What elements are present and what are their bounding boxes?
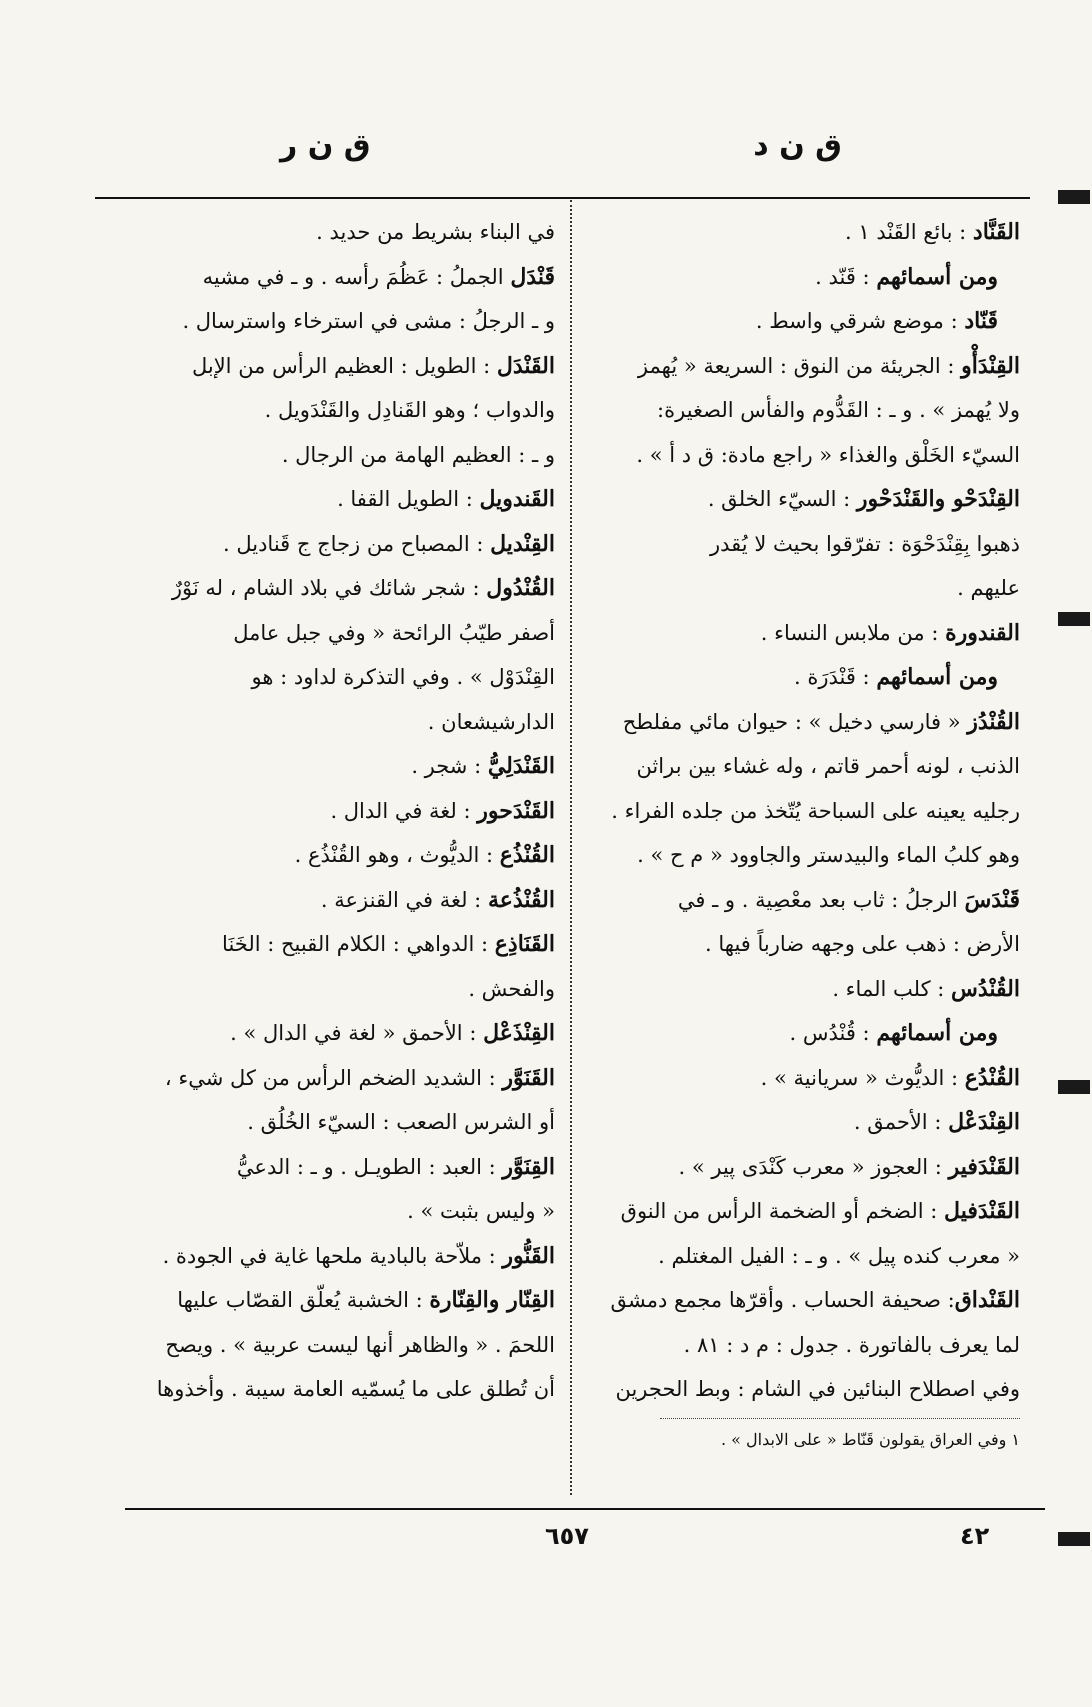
entry-line xyxy=(110,833,555,878)
entry-line xyxy=(585,255,1020,300)
definition-text: : من ملابس النساء . xyxy=(760,620,946,645)
definition-text: : الطويل القفا . xyxy=(337,487,480,511)
definition-text: القِنْدَوْل » . وفي التذكرة لداود : هو xyxy=(251,665,555,689)
entry-line xyxy=(585,477,1020,522)
entry-line xyxy=(110,967,555,1012)
column-divider xyxy=(570,200,572,1495)
footnote-rule xyxy=(660,1418,1020,1419)
entry-line xyxy=(585,1056,1020,1101)
definition-text: وفي اصطلاح البنائين في الشام : وبط الحجرين xyxy=(615,1377,1020,1401)
entry-line xyxy=(110,700,555,745)
definition-text: : الخشبة يُعلّق القصّاب عليها xyxy=(177,1288,430,1312)
entry-line xyxy=(585,744,1020,789)
edge-tab-mark xyxy=(1058,1532,1090,1546)
headword: القِنْديل xyxy=(490,530,555,557)
entry-line xyxy=(585,1367,1020,1412)
headword: القَنَّاد xyxy=(972,219,1020,245)
definition-text: أن تُطلق على ما يُسمّيه العامة سيبة . وأخذوها xyxy=(156,1377,555,1401)
entry-line xyxy=(585,611,1020,656)
definition-text: « وليس بثبت » . xyxy=(407,1199,555,1223)
entry-line xyxy=(585,566,1020,611)
entry-line xyxy=(585,1278,1020,1323)
definition-text: الأرض : ذهب على وجهه ضارباً فيها . xyxy=(705,932,1020,956)
entry-line xyxy=(585,1189,1020,1234)
definition-text: : السيّء الخلق . xyxy=(707,487,857,511)
headword: القِنْدَحْو والقَنْدَحْور xyxy=(856,486,1020,512)
definition-text: : الأحمق « لغة في الدال » . xyxy=(230,1021,484,1045)
headword: القَنْدَل xyxy=(496,352,555,379)
headword: القَنْدَفير xyxy=(948,1153,1020,1180)
page-number: ٦٥٧ xyxy=(545,1522,589,1550)
headword: القُنْدُع xyxy=(964,1064,1020,1091)
entry-line xyxy=(585,878,1020,923)
definition-text: : قَنْدَرَة . xyxy=(793,665,877,689)
entry-line xyxy=(110,1323,555,1368)
definition-text: في البناء بشريط من حديد . xyxy=(316,220,555,244)
definition-text: اللحمَ . « والظاهر أنها ليست عربية » . ويصح xyxy=(165,1332,555,1357)
entry-line xyxy=(110,1100,555,1145)
entry-line xyxy=(110,210,555,255)
entry-line xyxy=(110,878,555,923)
definition-text: ذهبوا بِقِنْدَحْوَة : تفرّقوا بحيث لا يُقدر xyxy=(710,531,1020,556)
definition-text: الرجلُ : ثاب بعد معْصِية . و ـ في xyxy=(677,887,965,912)
left-column xyxy=(110,210,555,1412)
entry-line xyxy=(110,1056,555,1101)
entry-line xyxy=(110,1011,555,1056)
folio-number: ٤٢ xyxy=(960,1522,990,1550)
entry-line xyxy=(110,611,555,656)
entry-line xyxy=(110,1367,555,1412)
headword: القَنَوَّر xyxy=(502,1064,555,1091)
definition-text: و ـ الرجلُ : مشى في استرخاء واسترسال . xyxy=(182,309,555,333)
definition-text: : لغة في القنزعة . xyxy=(320,887,488,912)
entry-line xyxy=(585,1323,1020,1368)
entry-line xyxy=(110,1278,555,1323)
headword: قَنّاد xyxy=(964,308,998,334)
definition-text: عليهم . xyxy=(957,576,1020,600)
headword: القُنْدُس xyxy=(951,975,1020,1002)
definition-text: : العجوز « معرب كَنْدَى پير » . xyxy=(678,1154,949,1179)
definition-text: والدواب ؛ وهو القَنادِل والقَنْدَويل . xyxy=(264,398,555,422)
definition-text: « فارسي دخيل » : حيوان مائي مفلطح xyxy=(622,709,968,734)
definition-text: : بائع القَنْد ١ . xyxy=(845,220,973,244)
entry-line xyxy=(110,922,555,967)
headword: قَنْدَسَ xyxy=(964,886,1020,913)
definition-text: : قُنْدُس . xyxy=(789,1021,877,1045)
entry-line xyxy=(585,1011,1020,1056)
definition-text: والفحش . xyxy=(468,976,555,1001)
entry-line xyxy=(585,1234,1020,1279)
entry-line xyxy=(110,344,555,389)
entry-line xyxy=(110,477,555,522)
definition-text: : شجر شائك في بلاد الشام ، له نَوْرٌ xyxy=(171,576,487,600)
definition-text: أصفر طيّبُ الرائحة « وفي جبل عامل xyxy=(233,620,555,645)
definition-text: السيّء الخَلْق والغذاء « راجع مادة: ق د أ » . xyxy=(636,442,1020,467)
definition-text: الدارشيشعان . xyxy=(427,709,555,734)
definition-text: : الطويل : العظيم الرأس من الإبل xyxy=(191,353,497,378)
edge-tab-mark xyxy=(1058,190,1090,204)
headword: القَنُّور xyxy=(502,1242,555,1269)
headword: القِنّار والقِنّارة xyxy=(429,1287,555,1313)
definition-text: : المصباح من زجاج ج قَناديل . xyxy=(222,531,491,556)
entry-line xyxy=(585,1145,1020,1190)
headword: القَنْدَحور xyxy=(477,797,555,824)
entry-line xyxy=(110,388,555,433)
entry-line xyxy=(585,789,1020,834)
definition-text: : ملاّحة بالبادية ملحها غاية في الجودة . xyxy=(162,1243,503,1268)
headword: القَندويل xyxy=(479,486,555,512)
definition-text: : موضع شرقي واسط . xyxy=(755,309,965,333)
entry-line xyxy=(585,522,1020,567)
entry-line xyxy=(110,522,555,567)
headword: ومن أسمائهم xyxy=(876,1020,998,1046)
headword: القِنْدَعْل xyxy=(948,1109,1020,1135)
edge-tab-mark xyxy=(1058,1080,1090,1094)
running-head-right: ق ن د xyxy=(753,128,842,163)
entry-line xyxy=(585,833,1020,878)
entry-line xyxy=(110,1189,555,1234)
entry-line xyxy=(585,388,1020,433)
entry-line xyxy=(110,789,555,834)
header-rule xyxy=(95,197,1030,199)
definition-text: ولا يُهمز » . و ـ : القَدُّوم والفأس الصغيرة: xyxy=(657,398,1020,422)
entry-line xyxy=(110,1145,555,1190)
headword: القَنْداق xyxy=(954,1287,1020,1313)
definition-text: الجملُ : عَظُمَ رأسه . و ـ في مشيه xyxy=(202,264,511,289)
headword: ومن أسمائهم xyxy=(876,664,998,690)
headword: القُنْذُع xyxy=(499,842,555,868)
entry-line xyxy=(585,922,1020,967)
headword: قَنْدَل xyxy=(510,263,555,290)
definition-text: : الجريئة من النوق : السريعة « يُهمز xyxy=(637,353,962,378)
definition-text: : لغة في الدال . xyxy=(330,798,478,823)
entry-line xyxy=(585,433,1020,478)
headword: ومن أسمائهم xyxy=(876,263,998,290)
headword: القَنْدَفيل xyxy=(944,1198,1020,1224)
definition-text: : الأحمق . xyxy=(853,1110,949,1134)
entry-line xyxy=(110,255,555,300)
definition-text: و ـ : العظيم الهامة من الرجال . xyxy=(281,442,555,467)
entry-line xyxy=(110,433,555,478)
entry-line xyxy=(585,700,1020,745)
entry-line xyxy=(585,299,1020,344)
definition-text: أو الشرس الصعب : السيّء الخُلُق . xyxy=(247,1110,555,1134)
definition-text: : العبد : الطويـل . و ـ : الدعيُّ xyxy=(236,1154,503,1179)
headword: القِنْذَعْل xyxy=(483,1020,555,1046)
headword: القَنَاذِع xyxy=(494,931,555,957)
definition-text: : شجر . xyxy=(411,754,488,778)
headword: القندورة xyxy=(945,619,1020,646)
entry-line xyxy=(585,655,1020,700)
entry-line xyxy=(110,566,555,611)
entry-line xyxy=(585,1100,1020,1145)
definition-text: : الشديد الضخم الرأس من كل شيء ، xyxy=(164,1065,503,1090)
entry-line xyxy=(585,344,1020,389)
definition-text: لما يعرف بالفاتورة . جدول : م د : ٨١ . xyxy=(683,1332,1020,1357)
headword: القُنْدُول xyxy=(486,575,555,601)
definition-text: وهو كلبُ الماء والبيدستر والجاوود « م ح » . xyxy=(637,843,1020,867)
entry-line xyxy=(110,655,555,700)
definition-text: : قَنّد . xyxy=(815,264,877,289)
headword: القُنْدُز xyxy=(967,708,1020,735)
edge-tab-mark xyxy=(1058,612,1090,626)
headword: القِنَوَّر xyxy=(502,1153,555,1180)
entry-line xyxy=(110,299,555,344)
headword: القِنْدَأْو xyxy=(961,352,1020,379)
headword: القَنْدَلِيُّ xyxy=(487,753,555,779)
footnote: ١ وفي العراق يقولون قَنّاط « على الابدال » . xyxy=(721,1429,1020,1449)
definition-text: : الضخم أو الضخمة الرأس من النوق xyxy=(620,1199,945,1223)
definition-text: : الديُّوث ، وهو القُنْذُع . xyxy=(294,843,500,867)
definition-text: : كلب الماء . xyxy=(832,976,951,1001)
definition-text: « معرب كنده پيل » . و ـ : الفيل المغتلم . xyxy=(658,1243,1020,1268)
entry-line xyxy=(585,210,1020,255)
definition-text: : الديُّوث « سريانية » . xyxy=(760,1065,965,1090)
definition-text: : صحيفة الحساب . وأقرّها مجمع دمشق xyxy=(610,1288,955,1312)
footer-rule xyxy=(125,1508,1045,1510)
definition-text: : الدواهي : الكلام القبيح : الخَنَا xyxy=(222,932,495,956)
definition-text: الذنب ، لونه أحمر قاتم ، وله غشاء بين براثن xyxy=(636,754,1020,778)
headword: القُنْذُعة xyxy=(487,886,555,913)
running-head-left: ق ن ر xyxy=(280,128,371,163)
definition-text: رجليه يعينه على السباحة يُتّخذ من جلده الفراء . xyxy=(611,798,1020,823)
entry-line xyxy=(110,1234,555,1279)
entry-line xyxy=(585,967,1020,1012)
entry-line xyxy=(110,744,555,789)
right-column xyxy=(585,210,1020,1457)
